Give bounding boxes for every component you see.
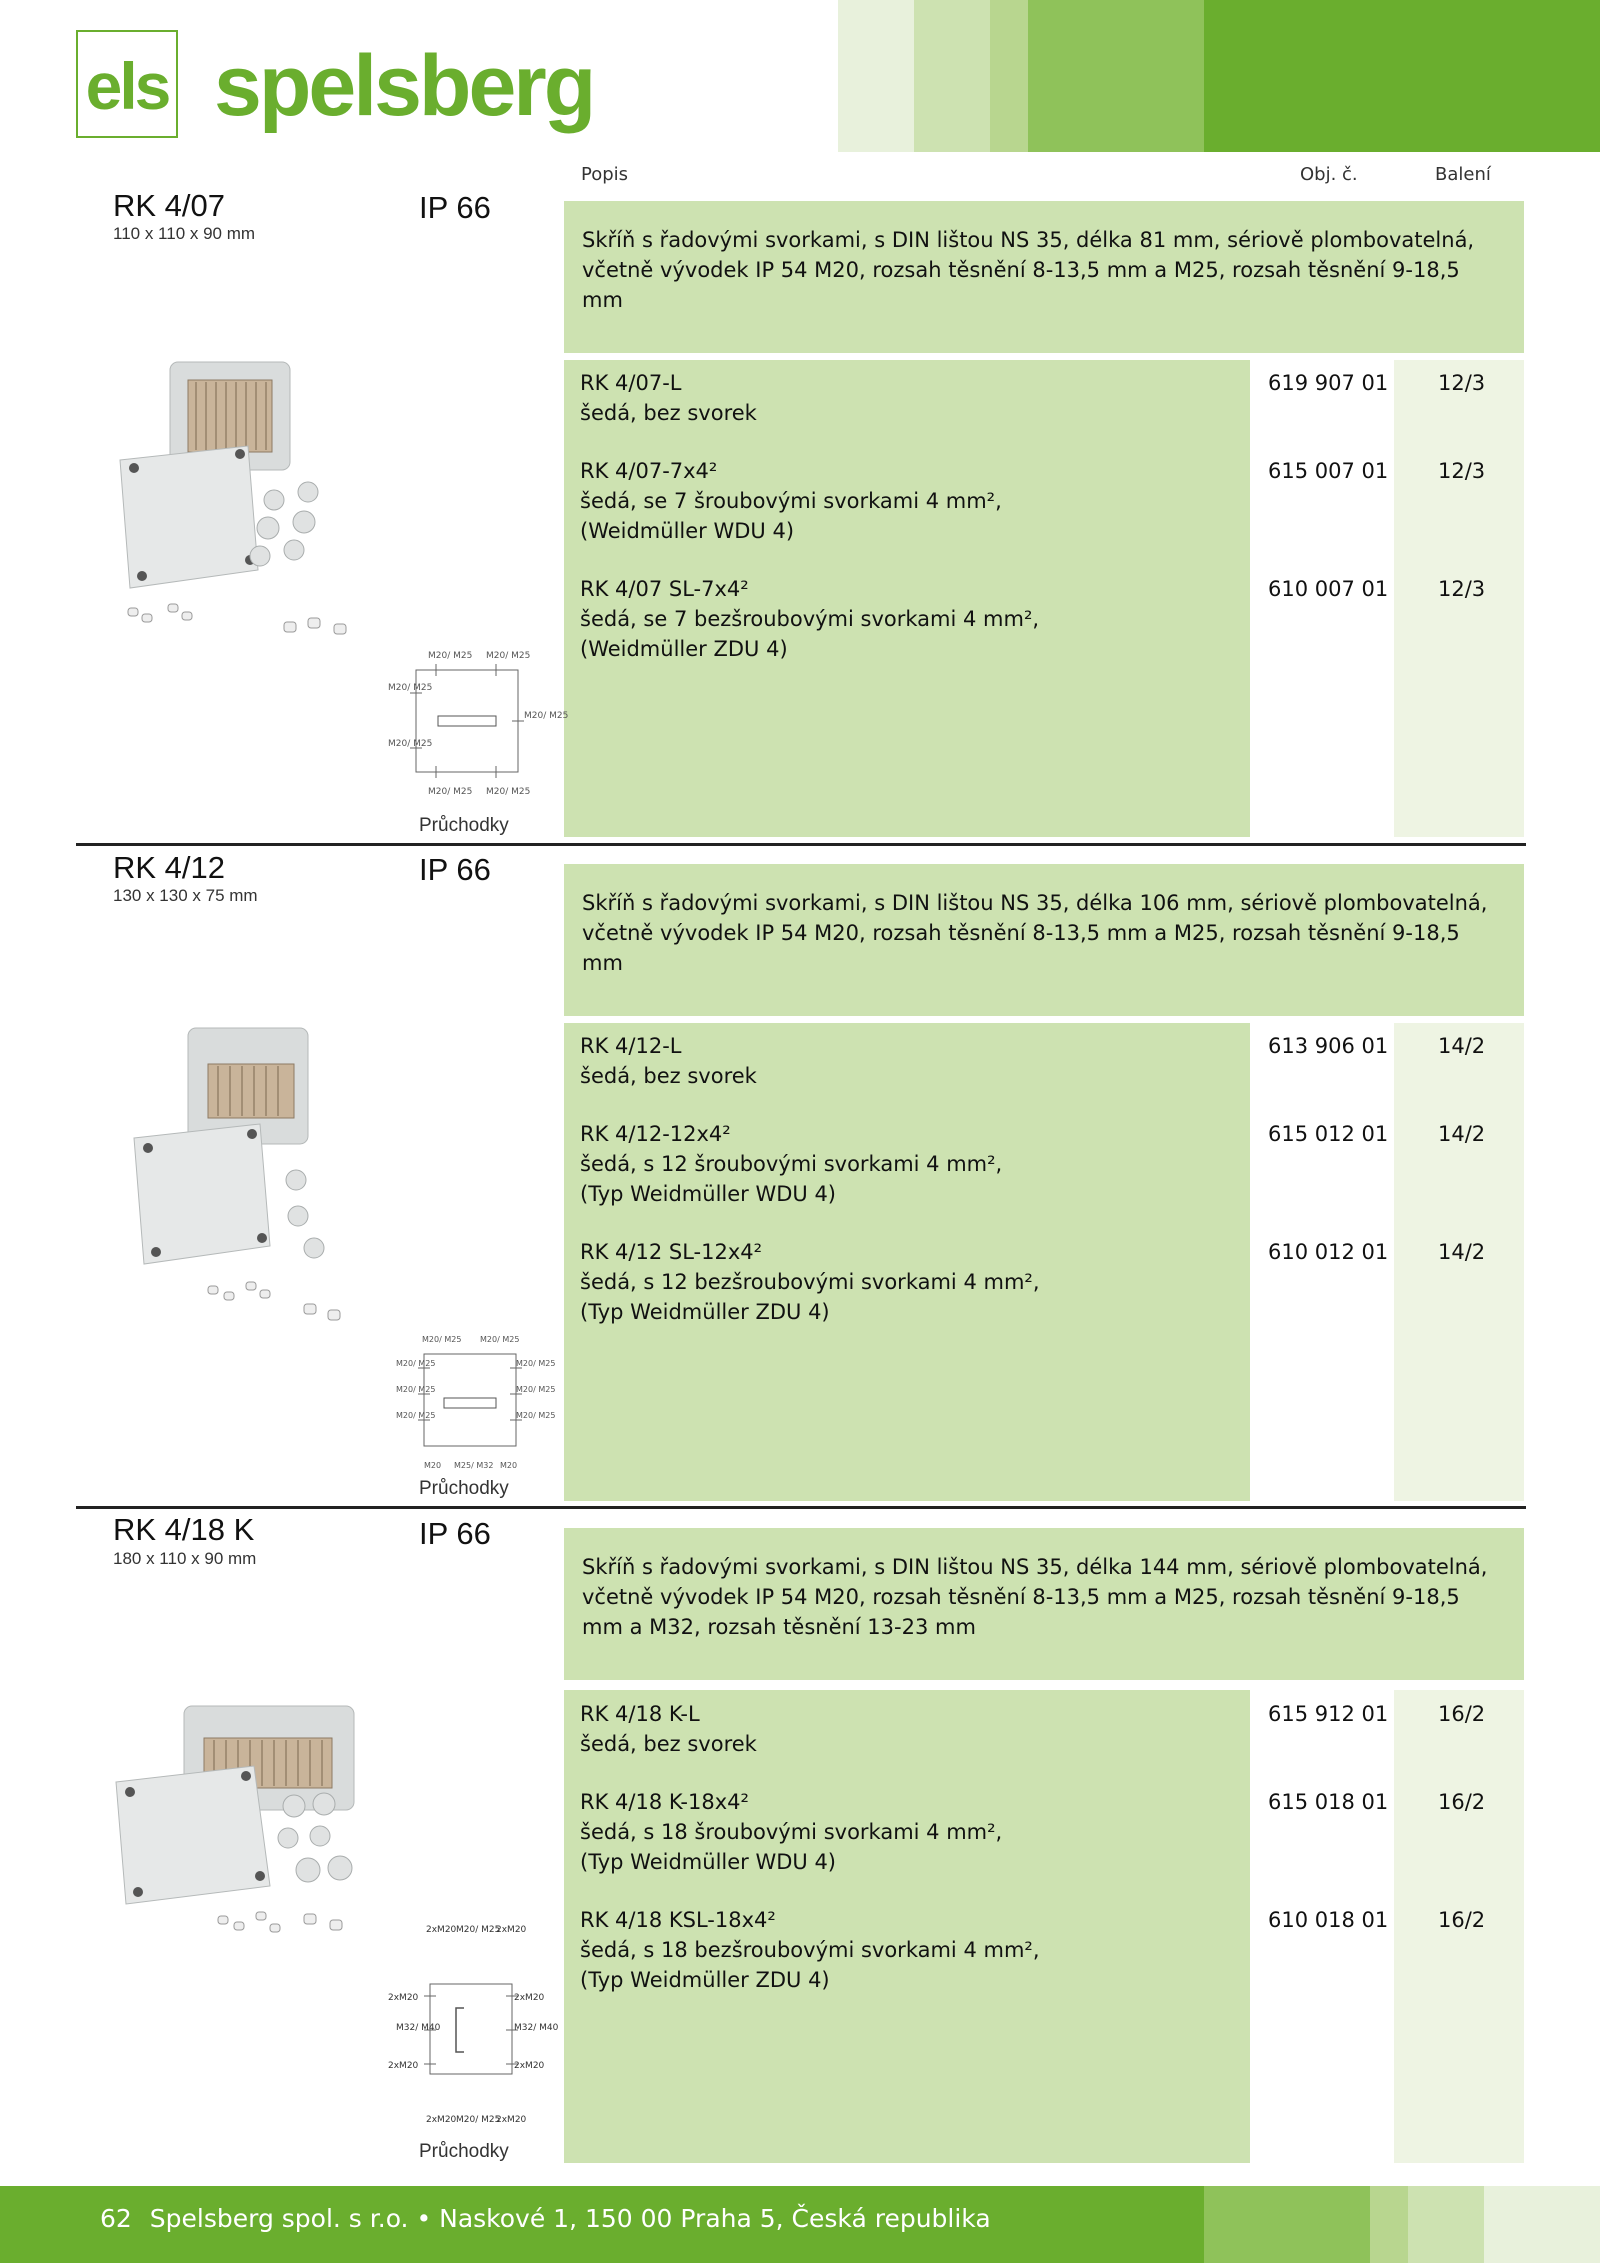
header-strip-5 bbox=[1204, 0, 1600, 152]
variant-desc-type: (Typ Weidmüller WDU 4) bbox=[580, 1850, 836, 1874]
section-divider bbox=[76, 843, 1526, 846]
svg-text:2xM20: 2xM20 bbox=[426, 1925, 457, 1935]
variant-desc: šedá, s 12 šroubovými svorkami 4 mm², bbox=[580, 1152, 1003, 1176]
variant-name: RK 4/18 K-18x4² bbox=[580, 1790, 749, 1814]
column-header-obj: Obj. č. bbox=[1300, 164, 1358, 185]
variant-desc: šedá, se 7 bezšroubovými svorkami 4 mm², bbox=[580, 607, 1040, 631]
variant-desc-type: (Typ Weidmüller WDU 4) bbox=[580, 1182, 836, 1206]
ip-rating: IP 66 bbox=[419, 1516, 491, 1551]
svg-text:M32/ M40: M32/ M40 bbox=[514, 2023, 559, 2033]
variant-desc: šedá, s 12 bezšroubovými svorkami 4 mm², bbox=[580, 1270, 1040, 1294]
company-address: Spelsberg spol. s r.o. • Naskové 1, 150 00 Praha 5, Česká republika bbox=[149, 2204, 991, 2233]
pruchodky-label: Průchodky bbox=[419, 1478, 509, 1499]
svg-text:M20/ M25: M20/ M25 bbox=[396, 1385, 436, 1394]
header-strip-2 bbox=[914, 0, 990, 152]
svg-text:M20/ M25: M20/ M25 bbox=[396, 1411, 436, 1420]
product-name: RK 4/12 bbox=[113, 850, 226, 885]
svg-text:M20/ M25: M20/ M25 bbox=[486, 651, 531, 661]
variant-desc: šedá, se 7 šroubovými svorkami 4 mm², bbox=[580, 489, 1002, 513]
packaging: 16/2 bbox=[1438, 1790, 1486, 1814]
variant-desc-type: (Typ Weidmüller ZDU 4) bbox=[580, 1968, 830, 1992]
variant-name: RK 4/07-L bbox=[580, 371, 682, 395]
variant-desc-type: (Typ Weidmüller ZDU 4) bbox=[580, 1300, 830, 1324]
variant-name: RK 4/18 K-L bbox=[580, 1702, 700, 1726]
variant-desc: šedá, bez svorek bbox=[580, 401, 757, 425]
svg-text:M20/ M25: M20/ M25 bbox=[456, 2115, 501, 2125]
order-number: 615 007 01 bbox=[1268, 459, 1389, 483]
variant-name: RK 4/07 SL-7x4² bbox=[580, 577, 749, 601]
svg-text:M20/ M25: M20/ M25 bbox=[422, 1335, 462, 1344]
product-name: RK 4/07 bbox=[113, 188, 226, 223]
variant-name: RK 4/12 SL-12x4² bbox=[580, 1240, 763, 1264]
footer-strip-2 bbox=[1370, 2186, 1408, 2263]
packaging: 16/2 bbox=[1438, 1908, 1486, 1932]
packaging: 16/2 bbox=[1438, 1702, 1486, 1726]
svg-text:2xM20: 2xM20 bbox=[514, 2061, 545, 2071]
packaging: 12/3 bbox=[1438, 459, 1486, 483]
order-number: 610 012 01 bbox=[1268, 1240, 1389, 1264]
product-dimensions: 110 x 110 x 90 mm bbox=[113, 224, 256, 243]
packaging: 14/2 bbox=[1438, 1240, 1486, 1264]
svg-text:M20/ M25: M20/ M25 bbox=[516, 1359, 556, 1368]
ip-rating: IP 66 bbox=[419, 852, 491, 887]
product-description: Skříň s řadovými svorkami, s DIN lištou NS 35, délka 106 mm, sériově plombovatelná, včetně vývodek IP 54 M20, rozsah těsnění 8-13,5 mm a M25, rozsah těsnění 9-18,5 mm bbox=[564, 864, 1524, 1016]
product-description: Skříň s řadovými svorkami, s DIN lištou NS 35, délka 144 mm, sériově plombovatelná, včetně vývodek IP 54 M20, rozsah těsnění 8-13,5 mm a M25, rozsah těsnění 9-18,5 mm a M32, rozsah těsnění 13-23 mm bbox=[564, 1528, 1524, 1680]
svg-text:M20/ M25: M20/ M25 bbox=[388, 739, 433, 749]
footer-text bbox=[100, 2204, 991, 2233]
svg-text:2xM20: 2xM20 bbox=[426, 2115, 457, 2125]
footer-strip-3 bbox=[1408, 2186, 1484, 2263]
svg-text:M20/ M25: M20/ M25 bbox=[456, 1925, 501, 1935]
svg-text:2xM20: 2xM20 bbox=[496, 2115, 527, 2125]
footer-strip-1 bbox=[1204, 2186, 1370, 2263]
spelsberg-wordmark: spelsberg bbox=[214, 38, 594, 134]
variant-desc: šedá, bez svorek bbox=[580, 1064, 757, 1088]
section-divider bbox=[76, 1506, 1526, 1509]
page-number: 62 bbox=[100, 2204, 132, 2233]
svg-text:2xM20: 2xM20 bbox=[514, 1993, 545, 2003]
product-dimensions: 180 x 110 x 90 mm bbox=[113, 1549, 257, 1568]
order-number: 615 012 01 bbox=[1268, 1122, 1389, 1146]
variant-desc-type: (Weidmüller ZDU 4) bbox=[580, 637, 788, 661]
product-dimensions: 130 x 130 x 75 mm bbox=[113, 886, 258, 905]
cable-entry-diagram bbox=[386, 1912, 559, 2142]
order-number: 615 018 01 bbox=[1268, 1790, 1389, 1814]
variant-name: RK 4/07-7x4² bbox=[580, 459, 718, 483]
product-photo bbox=[108, 350, 408, 650]
column-header-baleni: Balení bbox=[1435, 164, 1491, 185]
cable-entry-diagram bbox=[396, 1330, 556, 1480]
svg-text:2xM20: 2xM20 bbox=[496, 1925, 527, 1935]
order-number: 610 018 01 bbox=[1268, 1908, 1389, 1932]
pruchodky-label: Průchodky bbox=[419, 2141, 509, 2162]
header-strip-3 bbox=[990, 0, 1028, 152]
cable-entry-diagram bbox=[388, 648, 569, 808]
svg-text:M20: M20 bbox=[424, 1461, 442, 1470]
svg-text:M20/ M25: M20/ M25 bbox=[486, 787, 531, 797]
pruchodky-label: Průchodky bbox=[419, 815, 509, 836]
svg-text:2xM20: 2xM20 bbox=[388, 2061, 419, 2071]
packaging: 12/3 bbox=[1438, 371, 1486, 395]
svg-text:M25/ M32: M25/ M32 bbox=[454, 1461, 494, 1470]
svg-text:M32/ M40: M32/ M40 bbox=[396, 2023, 441, 2033]
svg-text:M20/ M25: M20/ M25 bbox=[428, 651, 473, 661]
column-header-popis: Popis bbox=[581, 164, 629, 185]
product-photo bbox=[108, 1700, 408, 2000]
svg-text:M20/ M25: M20/ M25 bbox=[396, 1359, 436, 1368]
product-name: RK 4/18 K bbox=[113, 1512, 255, 1547]
svg-text:M20/ M25: M20/ M25 bbox=[516, 1411, 556, 1420]
footer-strip-4 bbox=[1484, 2186, 1600, 2263]
order-number: 615 912 01 bbox=[1268, 1702, 1389, 1726]
variant-desc: šedá, bez svorek bbox=[580, 1732, 757, 1756]
svg-text:M20/ M25: M20/ M25 bbox=[388, 683, 433, 693]
order-number: 613 906 01 bbox=[1268, 1034, 1389, 1058]
variant-name: RK 4/18 KSL-18x4² bbox=[580, 1908, 776, 1932]
packaging: 14/2 bbox=[1438, 1034, 1486, 1058]
svg-text:M20/ M25: M20/ M25 bbox=[428, 787, 473, 797]
els-logo: els bbox=[76, 30, 178, 138]
variant-desc: šedá, s 18 šroubovými svorkami 4 mm², bbox=[580, 1820, 1003, 1844]
header-strip-1 bbox=[838, 0, 914, 152]
order-number: 610 007 01 bbox=[1268, 577, 1389, 601]
svg-text:M20/ M25: M20/ M25 bbox=[516, 1385, 556, 1394]
svg-text:2xM20: 2xM20 bbox=[388, 1993, 419, 2003]
svg-text:M20/ M25: M20/ M25 bbox=[480, 1335, 520, 1344]
header-strip-4 bbox=[1028, 0, 1204, 152]
packaging: 14/2 bbox=[1438, 1122, 1486, 1146]
packaging: 12/3 bbox=[1438, 577, 1486, 601]
order-number: 619 907 01 bbox=[1268, 371, 1389, 395]
variant-name: RK 4/12-12x4² bbox=[580, 1122, 731, 1146]
variant-desc: šedá, s 18 bezšroubovými svorkami 4 mm², bbox=[580, 1938, 1040, 1962]
svg-text:M20: M20 bbox=[500, 1461, 518, 1470]
svg-text:M20/ M25: M20/ M25 bbox=[524, 711, 569, 721]
product-photo bbox=[108, 1020, 408, 1320]
ip-rating: IP 66 bbox=[419, 190, 491, 225]
variant-desc-type: (Weidmüller WDU 4) bbox=[580, 519, 795, 543]
variant-name: RK 4/12-L bbox=[580, 1034, 682, 1058]
product-description: Skříň s řadovými svorkami, s DIN lištou NS 35, délka 81 mm, sériově plombovatelná, včetně vývodek IP 54 M20, rozsah těsnění 8-13,5 mm a M25, rozsah těsnění 9-18,5 mm bbox=[564, 201, 1524, 353]
